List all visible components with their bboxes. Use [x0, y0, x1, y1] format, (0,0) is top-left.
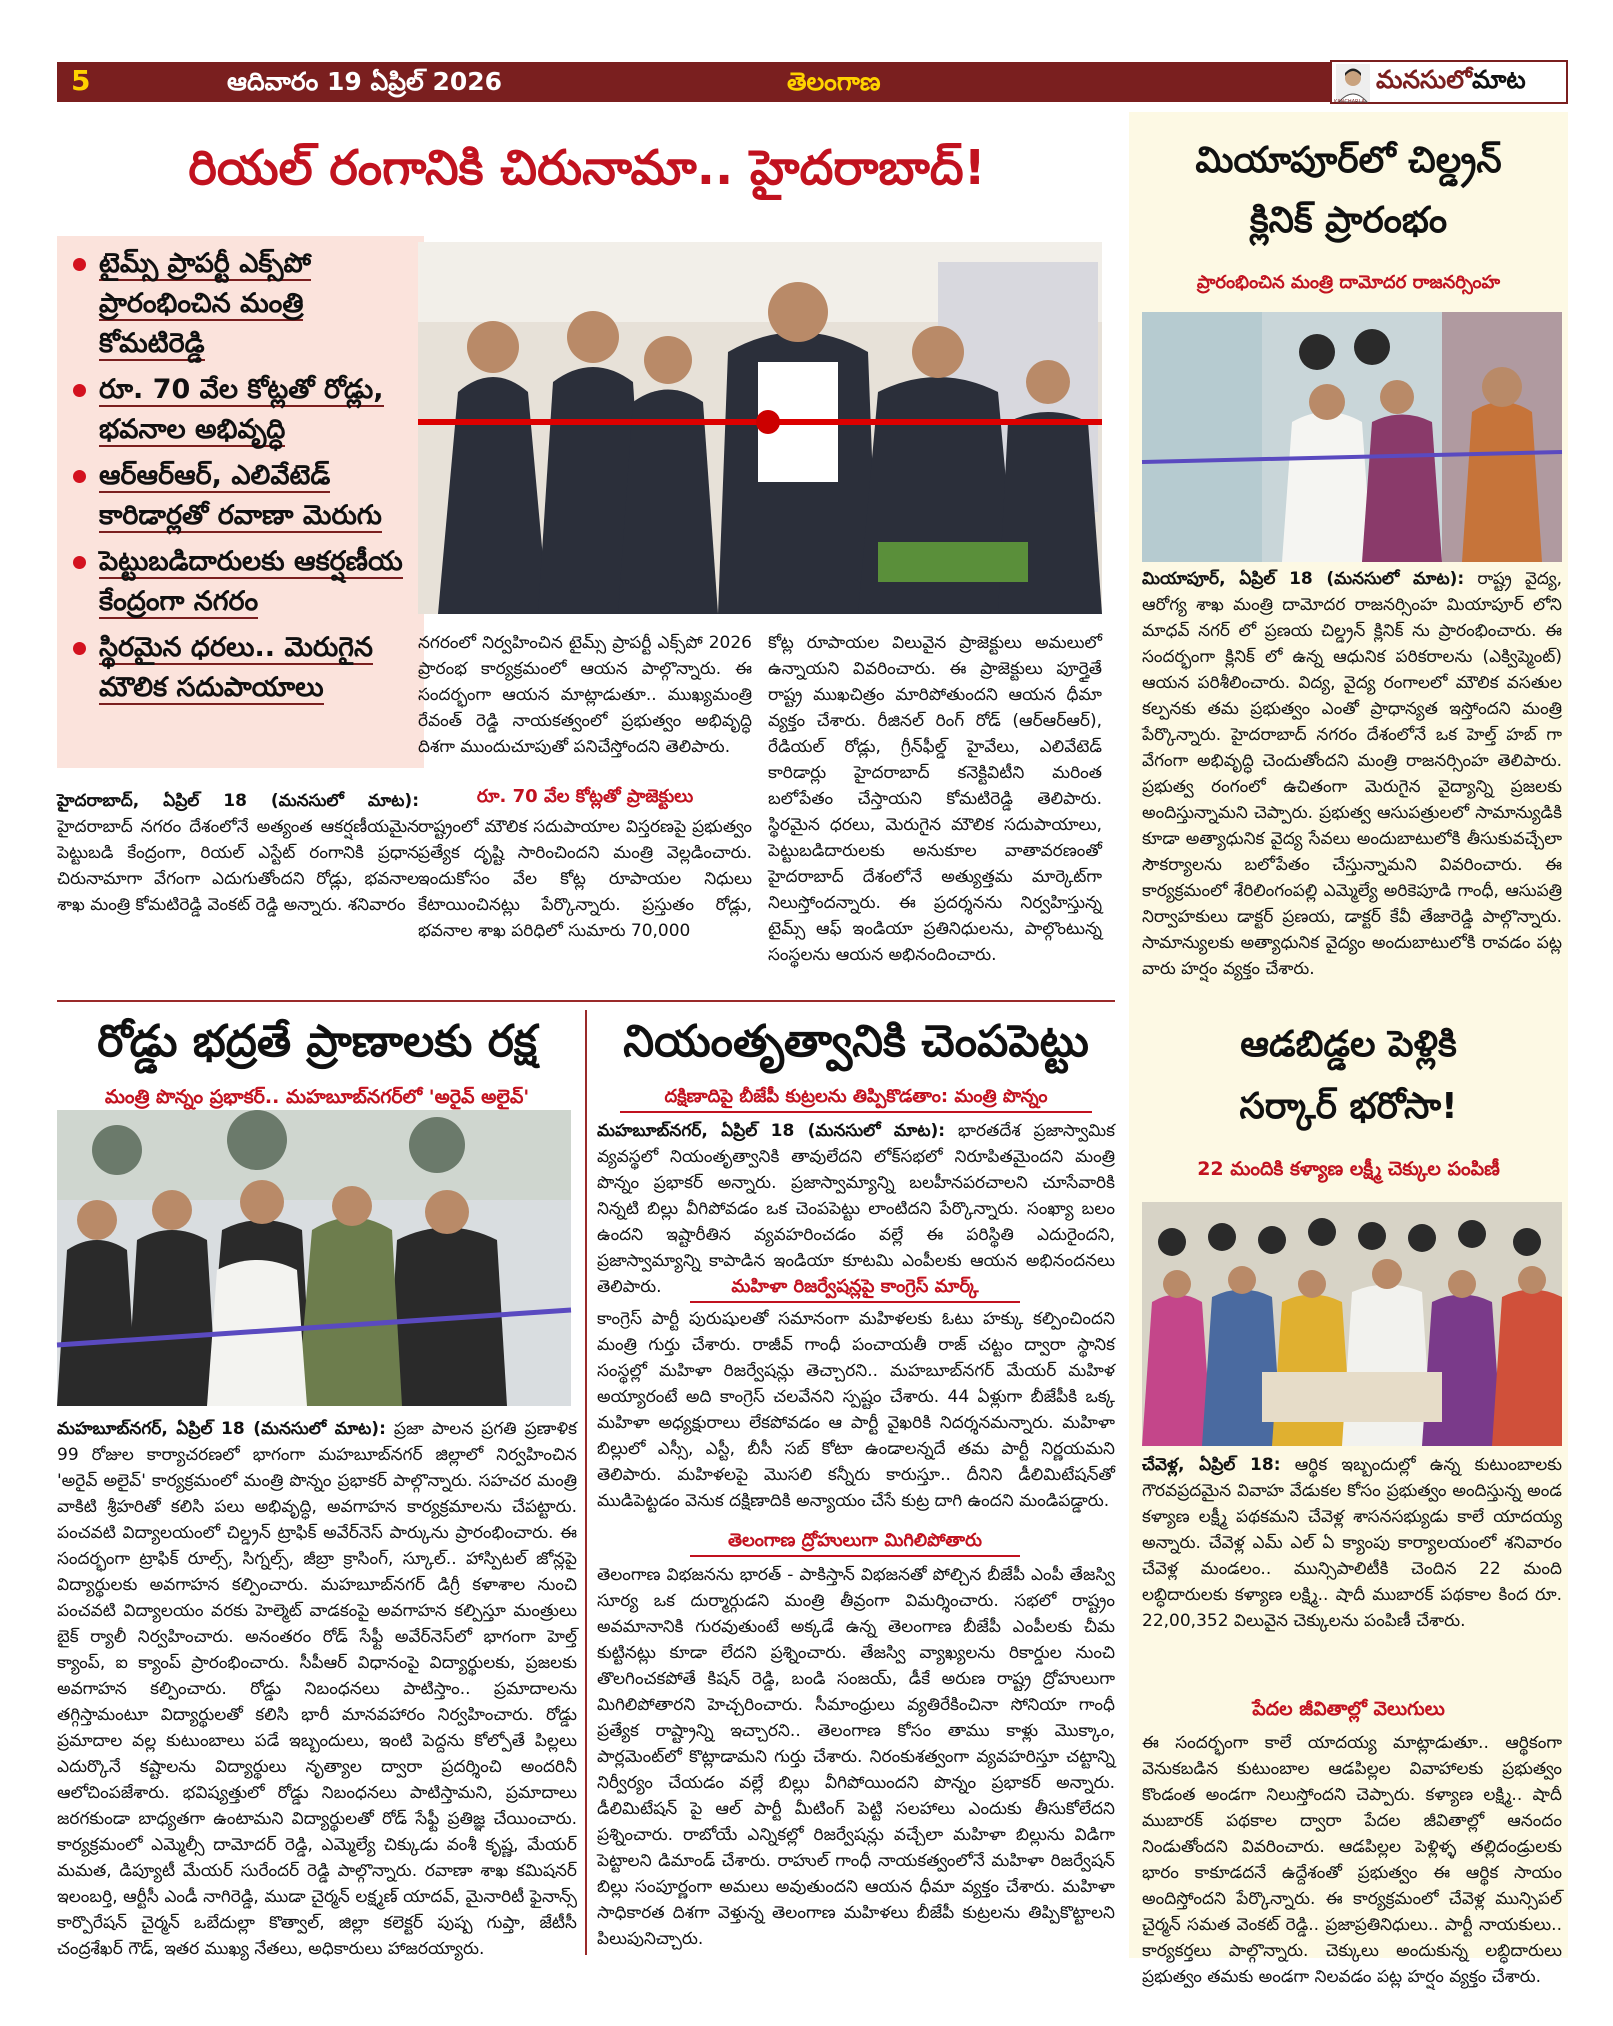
paper-name-part1: మనసులో [1376, 65, 1472, 94]
issue-date: ఆదివారం 19 ఏప్రిల్ 2026 [227, 67, 503, 96]
main-story-col3 [768, 630, 1102, 1000]
bullet-dot-icon [73, 384, 86, 397]
democracy-subhead: దక్షిణాదిపై బీజేపీ కుట్రలను తిప్పికొడతాం: మంత్రి పొన్నం [620, 1086, 1092, 1113]
road-safety-dateline: మహబూబ్‌నగర్, ఏప్రిల్ 18 (మనసులో మాట): [57, 1419, 386, 1439]
main-headline: రియల్ రంగానికి చిరునామా.. హైదరాబాద్! [188, 140, 986, 196]
main-col3-body: కోట్ల రూపాయల విలువైన ప్రాజెక్టులు అమలులో ఉన్నాయని వివరించారు. ఈ ప్రాజెక్టులు పూర్తైతే రాష్ట్ర ముఖచిత్రం మారిపోతుందని ఆయన ధీమా వ్యక్తం చేశారు. రీజినల్ రింగ్ రోడ్ (ఆర్ఆర్ఆర్), రేడియల్ రోడ్లు, గ్రీన్‌ఫీల్డ్ హైవేలు, ఎలివేటెడ్ కారిడార్లు హైదరాబాద్ కనెక్టివిటీని మరింత బలోపేతం చేస్తాయని కోమటిరెడ్డి తెలిపారు. స్థిరమైన ధరలు, మెరుగైన మౌలిక సదుపాయాలు, పెట్టుబడిదారులకు అనుకూల వాతావరణంతో హైదరాబాద్ దేశంలోనే అత్యుత్తమ మార్కెట్‌గా నిలుస్తోందన్నారు. ఈ ప్రదర్శనను నిర్వహిస్తున్న టైమ్స్ ఆఫ్ ఇండియా ప్రతినిధులను, పాల్గొంటున్న సంస్థలను ఆయన అభినందించారు. [768, 633, 1102, 965]
editor-portrait-icon [1336, 64, 1370, 102]
divider-horizontal [57, 1000, 1115, 1002]
road-safety-body [57, 1416, 577, 1959]
highlight-item: టైమ్స్ ప్రాపర్టీ ఎక్స్‌పో ప్రారంభించిన మంత్రి కోమటిరెడ్డి [69, 244, 414, 364]
marriage-subhead-2: పేదల జీవితాల్లో వెలుగులు [1252, 1698, 1445, 1720]
democracy-text-1: భారతదేశ ప్రజాస్వామిక వ్యవస్థలో నియంతృత్వానికి తావులేదని లోక్‌సభలో నిరూపితమైందని మంత్రి పొన్నం ప్రభాకర్ అన్నారు. ప్రజాస్వామ్యాన్ని బలహీనపరచాలని చూసేవారికి నిన్నటి బిల్లు వీగిపోవడం ఒక చెంపపెట్టు లాంటిదని పేర్కొన్నారు. సంఖ్యా బలం ఉందని ఇష్టారీతిన వ్యవహరించడం వల్లే ఈ పరిస్థితి ఎదురైందని, ప్రజాస్వామ్యాన్ని కాపాడిన ఇండియా కూటమి ఎంపీలకు ఆయన అభినందనలు తెలిపారు. [597, 1121, 1115, 1297]
highlights-box [57, 236, 424, 768]
democracy-text-2: కాంగ్రెస్ పార్టీ పురుషులతో సమానంగా మహిళలకు ఓటు హక్కు కల్పించిందని మంత్రి గుర్తు చేశారు. రాజీవ్ గాంధీ పంచాయతీ రాజ్ చట్టం ద్వారా స్థానిక సంస్థల్లో మహిళా రిజర్వేషన్లు తెచ్చారని.. మహబూబ్‌నగర్ మేయర్ మహిళ అయ్యారంటే అది కాంగ్రెస్ చలవేనని స్పష్టం చేశారు. 44 ఏళ్లుగా బీజేపీకి ఒక్క మహిళా అధ్యక్షురాలు లేకపోవడం ఆ పార్టీ వైఖరికి నిదర్శనమన్నారు. మహిళా బిల్లులో ఎస్సీ, ఎస్టీ, బీసీ సబ్ కోటా ఉండాలన్నదే తమ పార్టీ నిర్ణయమని తెలిపారు. మహిళలపై మొసలి కన్నీరు కారుస్తూ.. దీనిని డీలిమిటేషన్‌తో ముడిపెట్టడం వెనుక దక్షిణాదికి అన్యాయం చేసే కుట్ర దాగి ఉందని మండిపడ్డారు. [597, 1309, 1115, 1511]
logo-caption: KANCHARLA [1334, 99, 1365, 105]
clinic-body [1142, 566, 1562, 998]
bullet-dot-icon [73, 258, 86, 271]
clinic-subhead: ప్రారంభించిన మంత్రి దామోదర రాజనర్సింహ [1196, 272, 1501, 293]
marriage-body-2 [1142, 1730, 1562, 1987]
highlight-item: పెట్టుబడిదారులకు ఆకర్షణీయ కేంద్రంగా నగరం [69, 542, 414, 622]
paper-name [1376, 65, 1526, 101]
clinic-headline-line1: మియాపూర్‌లో చిల్డ్రన్ [1195, 140, 1502, 181]
clinic-headline-line2: క్లినిక్ ప్రారంభం [1249, 200, 1448, 241]
page-number: 5 [71, 64, 91, 97]
highlight-item: రూ. 70 వేల కోట్లతో రోడ్లు, భవనాల అభివృద్ధి [69, 370, 414, 450]
clinic-photo [1142, 312, 1562, 562]
democracy-subhead-2: మహిళా రిజర్వేషన్లపై కాంగ్రెస్ మార్క్ [690, 1276, 1020, 1303]
democracy-body-3 [597, 1562, 1115, 1956]
marriage-body-1 [1142, 1452, 1562, 1690]
main-story-col1 [57, 788, 419, 998]
highlight-item: ఆర్ఆర్ఆర్, ఎలివేటెడ్ కారిడార్లతో రవాణా మెరుగు [69, 456, 414, 536]
main-col2-body: నగరంలో నిర్వహించిన టైమ్స్ ప్రాపర్టీ ఎక్స్‌పో 2026 ప్రారంభ కార్యక్రమంలో ఆయన పాల్గొన్నారు. ఈ సందర్భంగా ఆయన మాట్లాడుతూ.. ముఖ్యమంత్రి రేవంత్ రెడ్డి నాయకత్వంలో ప్రభుత్వం అభివృద్ధి దిశగా ముందుచూపుతో పనిచేస్తోందని తెలిపారు. [418, 633, 752, 757]
road-safety-text: ప్రజా పాలన ప్రగతి ప్రణాళిక 99 రోజుల కార్యాచరణలో భాగంగా మహబూబ్‌నగర్ జిల్లాలో నిర్వహించిన 'అరైవ్ అలైవ్' కార్యక్రమంలో మంత్రి పొన్నం ప్రభాకర్ పాల్గొన్నారు. సహచర మంత్రి వాకిటి శ్రీహరితో కలిసి పలు అభివృద్ధి, అవగాహన కార్యక్రమాలను చేపట్టారు. పంచవటి విద్యాలయంలో చిల్డ్రన్ ట్రాఫిక్ అవేర్‌నెస్ పార్కును ప్రారంభించారు. ఈ సందర్భంగా ట్రాఫిక్ రూల్స్, సిగ్నల్స్, జీబ్రా క్రాసింగ్, స్కూల్.. హాస్పిటల్ జోన్లపై విద్యార్థులకు అవగాహన కల్పించారు. మహబూబ్‌నగర్ డిగ్రీ కళాశాల నుంచి పంచవటి విద్యాలయం వరకు హెల్మెట్ వాడకంపై అవగాహన కల్పిస్తూ మంత్రులు బైక్ ర్యాలీ నిర్వహించారు. అనంతరం రోడ్ సేఫ్టీ అవేర్‌నెస్‌లో భాగంగా హెల్త్ క్యాంప్, ఐ క్యాంప్ ప్రారంభించారు. సీపీఆర్ విధానంపై విద్యార్థులకు, ప్రజలకు అవగాహన కల్పించారు. రోడ్డు నిబంధనలు పాటిస్తాం.. ప్రమాదాలను తగ్గిస్తామంటూ విద్యార్థులతో కలిసి భారీ మానవహారం నిర్వహించారు. రోడ్డు ప్రమాదాల వల్ల కుటుంబాలు పడే ఇబ్బందులు, ఇంటి పెద్దను కోల్పోతే పిల్లలు ఎదుర్కొనే కష్టాలను విద్యార్థులు నృత్యాల ద్వారా ప్రదర్శించి అందరినీ ఆలోచింపజేశారు. భవిష్యత్తులో రోడ్డు నిబంధనలు పాటిస్తామని, ప్రమాదాలు జరగకుండా బాధ్యతగా ఉంటామని విద్యార్థులతో రోడ్ సేఫ్టీ ప్రతిజ్ఞ చేయించారు. కార్యక్రమంలో ఎమ్మెల్సీ దామోదర్ రెడ్డి, ఎమ్మెల్యే చిక్కుడు వంశీ కృష్ణ, మేయర్ మమత, డిప్యూటీ మేయర్ సురేందర్ రెడ్డి పాల్గొన్నారు. రవాణా శాఖ కమిషనర్ ఇలంబర్తి, ఆర్టీసీ ఎండీ నాగిరెడ్డి, ముడా చైర్మన్ లక్ష్మణ్ యాదవ్, మైనారిటీ ఫైనాన్స్ కార్పొరేషన్ చైర్మన్ ఒబేదుల్లా కొత్వాల్, జిల్లా కలెక్టర్ పుష్ప గుప్తా, జేటీసీ చంద్రశేఖర్ గౌడ్, ఇతర ముఖ్య నేతలు, అధికారులు హాజరయ్యారు. [57, 1419, 577, 1959]
main-col2-subhead: రూ. 70 వేల కోట్లతో ప్రాజెక్టులు [476, 786, 694, 807]
marriage-headline-line2: సర్కార్ భరోసా! [1239, 1086, 1458, 1127]
marriage-dateline: చేవెళ్ల, ఏప్రిల్ 18: [1142, 1455, 1281, 1475]
road-safety-subhead: మంత్రి పొన్నం ప్రభాకర్.. మహబూబ్‌నగర్‌లో 'అరైవ్ అలైవ్' [104, 1086, 530, 1108]
paper-logo [1330, 60, 1568, 104]
bullet-dot-icon [73, 642, 86, 655]
main-col2-body2: రాష్ట్రంలో మౌలిక సదుపాయాల విస్తరణపై ప్రభుత్వం ప్రత్యేక దృష్టి సారించిందని మంత్రి వెల్లడించారు. ఇందుకోసం వేల కోట్ల రూపాయల నిధులు కేటాయించినట్లు పేర్కొన్నారు. ప్రస్తుతం రోడ్లు, భవనాల శాఖ పరిధిలో సుమారు 70,000 [418, 817, 752, 941]
democracy-dateline: మహబూబ్‌నగర్, ఏప్రిల్ 18 (మనసులో మాట): [597, 1121, 946, 1141]
section-name: తెలంగాణ [787, 67, 881, 96]
democracy-headline: నియంతృత్వానికి చెంపపెట్టు [623, 1016, 1089, 1067]
paper-name-part2: మాట [1471, 65, 1526, 94]
road-safety-photo [57, 1110, 571, 1406]
bullet-dot-icon [73, 556, 86, 569]
main-dateline: హైదరాబాద్, ఏప్రిల్ 18 (మనసులో మాట): [57, 791, 419, 811]
highlight-item: స్థిరమైన ధరలు.. మెరుగైన మౌలిక సదుపాయాలు [69, 628, 414, 708]
bullet-dot-icon [73, 470, 86, 483]
marriage-text-1: ఆర్థిక ఇబ్బందుల్లో ఉన్న కుటుంబాలకు గౌరవప్రదమైన వివాహ వేడుకల కోసం ప్రభుత్వం అందిస్తున్న అండ కళ్యాణ లక్ష్మీ పథకమని చేవెళ్ల శాసనసభ్యుడు కాలే యాదయ్య అన్నారు. చేవెళ్ల ఎమ్ ఎల్ ఏ క్యాంపు కార్యాలయంలో శనివారం చేవెళ్ల మండలం.. మున్సిపాలిటీకి చెందిన 22 మంది లబ్ధిదారులకు కళ్యాణ లక్ష్మి.. షాదీ ముబారక్ పథకాల కింద రూ. 22,00,352 విలువైన చెక్కులను పంపిణీ చేశారు. [1142, 1455, 1563, 1631]
marriage-subhead: 22 మందికి కళ్యాణ లక్ష్మీ చెక్కుల పంపిణీ [1197, 1158, 1500, 1180]
clinic-dateline: మియాపూర్, ఏప్రిల్ 18 (మనసులో మాట): [1142, 569, 1465, 589]
marriage-headline-line1: ఆడబిడ్డల పెళ్లికి [1240, 1024, 1457, 1065]
divider-vertical [585, 1010, 587, 1955]
democracy-text-3: తెలంగాణ విభజనను భారత్ - పాకిస్తాన్ విభజనతో పోల్చిన బీజేపీ ఎంపీ తేజస్వి సూర్య ఒక దుర్మార్గుడని మంత్రి తీవ్రంగా విమర్శించారు. సభలో రాష్ట్రం అవమానానికి గురవుతుంటే అక్కడే ఉన్న తెలంగాణ బీజేపీ ఎంపీలకు చీమ కుట్టినట్లు కూడా లేదని ప్రశ్నించారు. తేజస్వి వ్యాఖ్యలను రికార్డుల నుంచి తొలగించకపోతే కిషన్ రెడ్డి, బండి సంజయ్, డీకే అరుణ రాష్ట్ర ద్రోహులుగా మిగిలిపోతారని హెచ్చరించారు. సీమాంధ్రులు వ్యతిరేకించినా సోనియా గాంధీ ప్రత్యేక రాష్ట్రాన్ని ఇచ్చారని.. తెలంగాణ కోసం తాము కాళ్లు మొక్కాం, పార్లమెంట్‌లో కొట్లాడామని గుర్తు చేశారు. నిరంకుశత్వంగా వ్యవహరిస్తూ చట్టాన్ని నిర్వీర్యం చేయడం వల్లే బిల్లు వీగిపోయిందని పొన్నం ప్రభాకర్ అన్నారు. డీలిమిటేషన్ పై ఆల్ పార్టీ మీటింగ్ పెట్టి సలహాలు ఎందుకు తీసుకోలేదని ప్రశ్నించారు. రాబోయే ఎన్నికల్లో రిజర్వేషన్లు వచ్చేలా మహిళా బిల్లును విడిగా పెట్టాలని డిమాండ్ చేశారు. రాహుల్ గాంధీ నాయకత్వంలోనే మహిళా రిజర్వేషన్ బిల్లు సంపూర్ణంగా అమలు అవుతుందని ఆయన ధీమా వ్యక్తం చేశారు. మహిళా సాధికారత దిశగా వెళ్తున్న తెలంగాణ మహిళలు బీజేపీ కుట్రలను తిప్పికొట్టాలని పిలుపునిచ్చారు. [597, 1565, 1115, 1949]
democracy-body-2 [597, 1306, 1115, 1514]
clinic-text: రాష్ట్ర వైద్య, ఆరోగ్య శాఖ మంత్రి దామోదర రాజనర్సింహ మియాపూర్ లోని మాధవ్ నగర్ లో ప్రణయ చిల్డ్రన్ క్లినిక్ ను ప్రారంభించారు. ఈ సందర్భంగా క్లినిక్ లో ఉన్న ఆధునిక పరికరాలను (ఎక్విప్మెంట్) ఆయన పరిశీలించారు. విద్య, వైద్య రంగాలలో మౌలిక వసతుల కల్పనకు తమ ప్రభుత్వం ఎంతో ప్రాధాన్యత ఇస్తోందని మంత్రి పేర్కొన్నారు. హైదరాబాద్ నగరం దేశంలోనే ఒక హెల్త్ హబ్ గా వేగంగా అభివృద్ధి చెందుతోందని మంత్రి రాజనర్సింహ తెలిపారు. ప్రభుత్వ రంగంలో ఉచితంగా మెరుగైన వైద్యాన్ని ప్రజలకు అందిస్తున్నామని చెప్పారు. ప్రభుత్వ ఆసుపత్రులలో సామాన్యుడికి కూడా అత్యాధునిక వైద్య సేవలు అందుబాటులోకి తీసుకువచ్చేలా సౌకర్యాలను బలోపేతం చేస్తున్నామని వివరించారు. ఈ కార్యక్రమంలో శేరిలింగంపల్లి ఎమ్మెల్యే అరికెపూడి గాంధీ, ఆసుపత్రి నిర్వాహకులు డాక్టర్ ప్రణయ, డాక్టర్ కేవీ తేజారెడ్డి పాల్గొన్నారు. సామాన్యులకు అత్యాధునిక వైద్యం అందుబాటులోకి రావడం పట్ల వారు హర్షం వ్యక్తం చేశారు. [1142, 569, 1563, 979]
expo-inauguration-photo [418, 242, 1102, 614]
kalyana-lakshmi-photo [1142, 1202, 1562, 1446]
road-safety-headline: రోడ్డు భద్రతే ప్రాణాలకు రక్ష [97, 1016, 537, 1067]
marriage-text-2: ఈ సందర్భంగా కాలే యాదయ్య మాట్లాడుతూ.. ఆర్థికంగా వెనుకబడిన కుటుంబాల ఆడపిల్లల వివాహాలకు ప్రభుత్వం కొండంత అండగా నిలుస్తోందని చెప్పారు. కళ్యాణ లక్ష్మి.. షాదీ ముబారక్ పథకాల ద్వారా పేదల జీవితాల్లో ఆనందం నిండుతోందని వివరించారు. ఆడపిల్లల పెళ్లిళ్ళ తల్లిదండ్రులకు భారం కాకూడదనే ఉద్దేశంతో ప్రభుత్వం ఈ ఆర్థిక సాయం అందిస్తోందని పేర్కొన్నారు. ఈ కార్యక్రమంలో చేవెళ్ల మున్సిపల్ చైర్మన్ సమత వెంకట్ రెడ్డి.. ప్రజాప్రతినిధులు.. పార్టీ నాయకులు.. కార్యకర్తలు పాల్గొన్నారు. చెక్కులు అందుకున్న లబ్ధిదారులు ప్రభుత్వం తమకు అండగా నిలవడం పట్ల హర్షం వ్యక్తం చేశారు. [1142, 1733, 1562, 1987]
main-story-col2 [418, 630, 752, 1000]
main-col1-body: హైదరాబాద్ నగరం దేశంలోనే అత్యంత ఆకర్షణీయమైన పెట్టుబడి కేంద్రంగా, రియల్ ఎస్టేట్ రంగానికి ప్రధాన చిరునామాగా వేగంగా ఎదుగుతోందని రోడ్లు, భవనాల శాఖ మంత్రి కోమటిరెడ్డి వెంకట్ రెడ్డి అన్నారు. శనివారం [57, 817, 419, 915]
democracy-subhead-3: తెలంగాణ ద్రోహులుగా మిగిలిపోతారు [690, 1530, 1020, 1557]
